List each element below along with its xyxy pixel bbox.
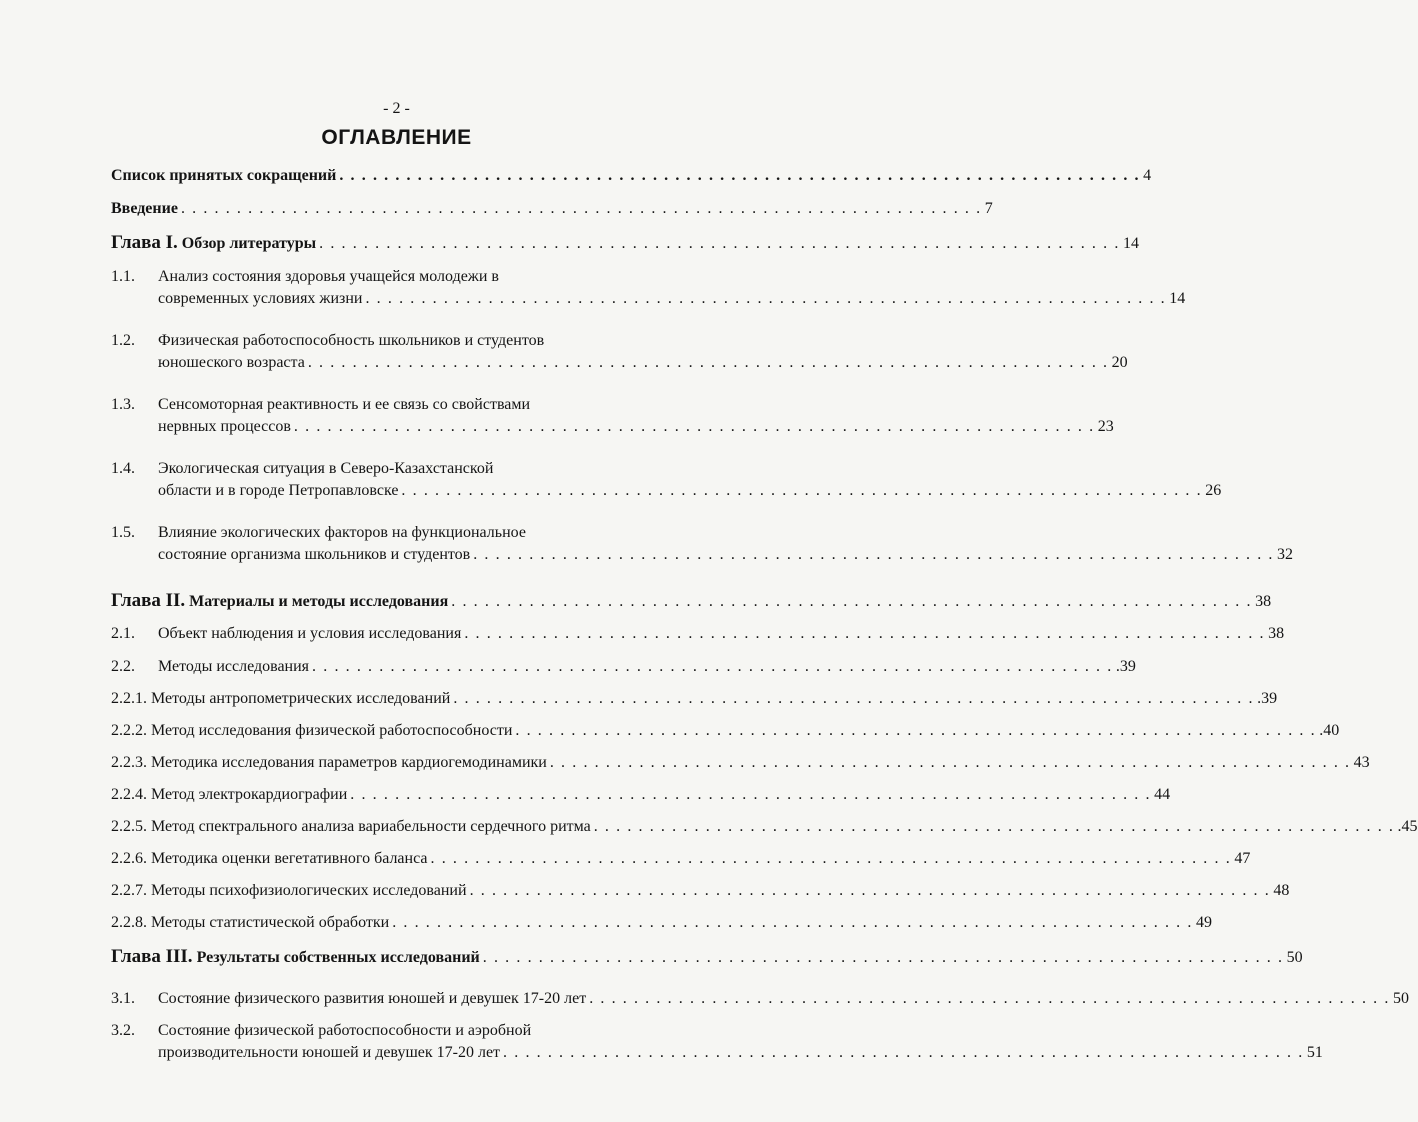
section-title-line: нервных процессов xyxy=(158,418,291,435)
toc-entry-1-2[interactable] xyxy=(158,353,1128,373)
toc-page-number: 14 xyxy=(1169,290,1186,307)
toc-page-number: 44 xyxy=(1154,786,1171,803)
page-number: - 2 - xyxy=(383,100,410,117)
section-number: 1.5. xyxy=(111,524,135,541)
toc-leader: . . . . . . . . . . . . . . . . . . . . . . . . . . . . . . . . . . . . . . . . . . . . . . . . . . . . . . . . . . . . . . . . . . . . . . . . xyxy=(482,949,1284,966)
section-title-line: Физическая работоспособность школьников и студентов xyxy=(158,332,545,349)
toc-entry-2-2-8[interactable] xyxy=(111,913,1212,933)
toc-leader: . . . . . . . . . . . . . . . . . . . . . . . . . . . . . . . . . . . . . . . . . . . . . . . . . . . . . . . . . . . . . . . . . . . . . . . . xyxy=(430,850,1232,867)
toc-entry-2-1[interactable] xyxy=(158,624,1285,644)
toc-entry-2-2-1[interactable] xyxy=(111,689,1278,709)
toc-chapter-3[interactable] xyxy=(111,946,1303,968)
toc-entry-title: 2.2.7. Методы психофизиологических исследований xyxy=(111,882,467,899)
section-title-line: Экологическая ситуация в Северо-Казахстанской xyxy=(158,460,494,477)
toc-leader: . . . . . . . . . . . . . . . . . . . . . . . . . . . . . . . . . . . . . . . . . . . . . . . . . . . . . . . . . . . . . . . . . . . . . . . . xyxy=(464,625,1266,642)
toc-page-number: 26 xyxy=(1205,482,1222,499)
section-number: 3.1. xyxy=(111,990,135,1007)
chapter-title: Результаты собственных исследований xyxy=(196,949,480,966)
toc-entry-title: 2.2.5. Метод спектрального анализа вариабельности сердечного ритма xyxy=(111,818,591,835)
toc-page-number: 50 xyxy=(1286,949,1303,966)
toc-entry-title: 2.2.3. Методика исследования параметров кардиогемодинамики xyxy=(111,754,547,771)
toc-entry-2-2-6[interactable] xyxy=(111,849,1251,869)
toc-entry-1-3[interactable] xyxy=(158,417,1114,437)
toc-page-number: 20 xyxy=(1111,354,1128,371)
toc-page-number: .40 xyxy=(1319,722,1340,739)
toc-leader: . . . . . . . . . . . . . . . . . . . . . . . . . . . . . . . . . . . . . . . . . . . . . . . . . . . . . . . . . . . . . . . . . . . . . . . . xyxy=(365,290,1167,307)
section-number: 3.2. xyxy=(111,1022,135,1039)
section-number: 1.2. xyxy=(111,332,135,349)
toc-entry-title: 2.2.4. Метод электрокардиографии xyxy=(111,786,348,803)
toc-leader: . . . . . . . . . . . . . . . . . . . . . . . . . . . . . . . . . . . . . . . . . . . . . . . . . . . . . . . . . . . . . . . . . . . . . . . . xyxy=(293,418,1095,435)
section-title-line: области и в городе Петропавловске xyxy=(158,482,399,499)
toc-entry-2-2-3[interactable] xyxy=(111,753,1370,773)
toc-leader: . . . . . . . . . . . . . . . . . . . . . . . . . . . . . . . . . . . . . . . . . . . . . . . . . . . . . . . . . . . . . . . . . . . . . . . . xyxy=(350,786,1152,803)
toc-leader: . . . . . . . . . . . . . . . . . . . . . . . . . . . . . . . . . . . . . . . . . . . . . . . . . . . . . . . . . . . . . . . . . . . . . . . . xyxy=(549,754,1351,771)
toc-entry-title: 2.2.6. Методика оценки вегетативного баланса xyxy=(111,850,428,867)
section-title-line: Влияние экологических факторов на функциональное xyxy=(158,524,526,541)
toc-entry-title: 2.2.2. Метод исследования физической работоспособности xyxy=(111,722,513,739)
toc-page-number: .39 xyxy=(1115,658,1136,675)
toc-entry-title: 2.2.1. Методы антропометрических исследований xyxy=(111,690,451,707)
toc-leader: . . . . . . . . . . . . . . . . . . . . . . . . . . . . . . . . . . . . . . . . . . . . . . . . . . . . . . . . . . . . . . . . . . . . . . . . xyxy=(473,546,1275,563)
section-title-line: производительности юношей и девушек 17-20 лет xyxy=(158,1044,501,1061)
toc-leader: . . . . . . . . . . . . . . . . . . . . . . . . . . . . . . . . . . . . . . . . . . . . . . . . . . . . . . . . . . . . . . . . . . . . . . . . xyxy=(503,1044,1304,1061)
toc-leader: . . . . . . . . . . . . . . . . . . . . . . . . . . . . . . . . . . . . . . . . . . . . . . . . . . . . . . . . . . . . . . . . . . . . . . . . xyxy=(401,482,1203,499)
chapter-title: Обзор литературы xyxy=(181,235,317,252)
section-number: 2.2. xyxy=(111,658,135,675)
chapter-title: Материалы и методы исследования xyxy=(189,593,449,610)
toc-page-number: 14 xyxy=(1122,235,1139,252)
section-number: 2.1. xyxy=(111,625,135,642)
toc-entry-title: Список принятых сокращений xyxy=(111,167,337,184)
section-title-line: юношеского возраста xyxy=(158,354,305,371)
toc-page-number: .39 xyxy=(1257,690,1278,707)
section-title-line: современных условиях жизни xyxy=(158,290,363,307)
section-title-line: Сенсомоторная реактивность и ее связь со свойствами xyxy=(158,396,531,413)
section-number: 1.3. xyxy=(111,396,135,413)
section-title-line: Состояние физической работоспособности и аэробной xyxy=(158,1022,532,1039)
toc-entry-title: 2.2.8. Методы статистической обработки xyxy=(111,914,390,931)
toc-page-number: 32 xyxy=(1277,546,1294,563)
section-title-line: состояние организма школьников и студентов xyxy=(158,546,471,563)
toc-entry-1-4[interactable] xyxy=(158,481,1222,501)
toc-page-number: .45 xyxy=(1397,818,1418,835)
toc-chapter-2[interactable] xyxy=(111,590,1272,612)
toc-entry-title: Введение xyxy=(111,200,178,217)
toc-entry-2-2[interactable] xyxy=(158,657,1136,677)
toc-entry-1-1[interactable] xyxy=(158,289,1186,309)
toc-leader: . . . . . . . . . . . . . . . . . . . . . . . . . . . . . . . . . . . . . . . . . . . . . . . . . . . . . . . . . . . . . . . . . . . . . . . . xyxy=(307,354,1109,371)
toc-page-number: 43 xyxy=(1353,754,1370,771)
page-title: ОГЛАВЛЕНИЕ xyxy=(321,126,472,149)
section-title-line: Анализ состояния здоровья учащейся молодежи в xyxy=(158,268,499,285)
toc-page-number: 49 xyxy=(1196,914,1212,931)
toc-leader: . . . . . . . . . . . . . . . . . . . . . . . . . . . . . . . . . . . . . . . . . . . . . . . . . . . . . . . . . . . . . . . . . . . . . . . . xyxy=(453,690,1255,707)
toc-entry-3-1[interactable] xyxy=(158,989,1409,1009)
toc-chapter-1[interactable] xyxy=(111,232,1139,254)
toc-leader: . . . . . . . . . . . . . . . . . . . . . . . . . . . . . . . . . . . . . . . . . . . . . . . . . . . . . . . . . . . . . . . . . . . . . . . . xyxy=(312,658,1113,675)
section-number: 1.4. xyxy=(111,460,135,477)
toc-entry-2-2-2[interactable] xyxy=(111,721,1340,741)
toc-entry-title: Объект наблюдения и условия исследования xyxy=(158,625,462,642)
toc-entry-title: Методы исследования xyxy=(158,658,310,675)
toc-leader: . . . . . . . . . . . . . . . . . . . . . . . . . . . . . . . . . . . . . . . . . . . . . . . . . . . . . . . . . . . . . . . . . . . . . . . . xyxy=(339,167,1141,184)
toc-entry-1-5[interactable] xyxy=(158,545,1294,565)
toc-leader: . . . . . . . . . . . . . . . . . . . . . . . . . . . . . . . . . . . . . . . . . . . . . . . . . . . . . . . . . . . . . . . . . . . . . . . . xyxy=(392,914,1193,931)
toc-page-number: 48 xyxy=(1273,882,1290,899)
toc-entry-title: Состояние физического развития юношей и девушек 17-20 лет xyxy=(158,990,587,1007)
toc-leader: . . . . . . . . . . . . . . . . . . . . . . . . . . . . . . . . . . . . . . . . . . . . . . . . . . . . . . . . . . . . . . . . . . . . . . . . xyxy=(593,818,1395,835)
section-number: 1.1. xyxy=(111,268,135,285)
chapter-label: Глава II. xyxy=(111,590,186,611)
toc-page-number: 4 xyxy=(1143,167,1152,184)
toc-leader: . . . . . . . . . . . . . . . . . . . . . . . . . . . . . . . . . . . . . . . . . . . . . . . . . . . . . . . . . . . . . . . . . . . . . . . . xyxy=(319,235,1120,252)
chapter-label: Глава III. xyxy=(111,946,193,967)
toc-entry-2-2-4[interactable] xyxy=(111,785,1171,805)
toc-leader: . . . . . . . . . . . . . . . . . . . . . . . . . . . . . . . . . . . . . . . . . . . . . . . . . . . . . . . . . . . . . . . . . . . . . . . . xyxy=(589,990,1390,1007)
toc-leader: . . . . . . . . . . . . . . . . . . . . . . . . . . . . . . . . . . . . . . . . . . . . . . . . . . . . . . . . . . . . . . . . . . . . . . . . xyxy=(515,722,1317,739)
toc-page-number: 7 xyxy=(984,200,993,217)
toc-entry-3-2[interactable] xyxy=(158,1043,1323,1063)
toc-entry-abbreviations[interactable] xyxy=(111,166,1152,186)
toc-leader: . . . . . . . . . . . . . . . . . . . . . . . . . . . . . . . . . . . . . . . . . . . . . . . . . . . . . . . . . . . . . . . . . . . . . . . . xyxy=(451,593,1253,610)
toc-page-number: 23 xyxy=(1097,418,1114,435)
toc-entry-2-2-7[interactable] xyxy=(111,881,1290,901)
toc-page-number: 47 xyxy=(1234,850,1251,867)
toc-page-number: 38 xyxy=(1255,593,1272,610)
toc-entry-2-2-5[interactable] xyxy=(111,817,1418,837)
toc-page-number: 50 xyxy=(1393,990,1409,1007)
toc-page-number: 38 xyxy=(1268,625,1285,642)
toc-page-number: 51 xyxy=(1306,1044,1323,1061)
chapter-label: Глава I. xyxy=(111,232,178,253)
toc-leader: . . . . . . . . . . . . . . . . . . . . . . . . . . . . . . . . . . . . . . . . . . . . . . . . . . . . . . . . . . . . . . . . . . . . . . . . xyxy=(180,200,982,217)
toc-entry-introduction[interactable] xyxy=(111,199,993,219)
toc-leader: . . . . . . . . . . . . . . . . . . . . . . . . . . . . . . . . . . . . . . . . . . . . . . . . . . . . . . . . . . . . . . . . . . . . . . . . xyxy=(469,882,1271,899)
